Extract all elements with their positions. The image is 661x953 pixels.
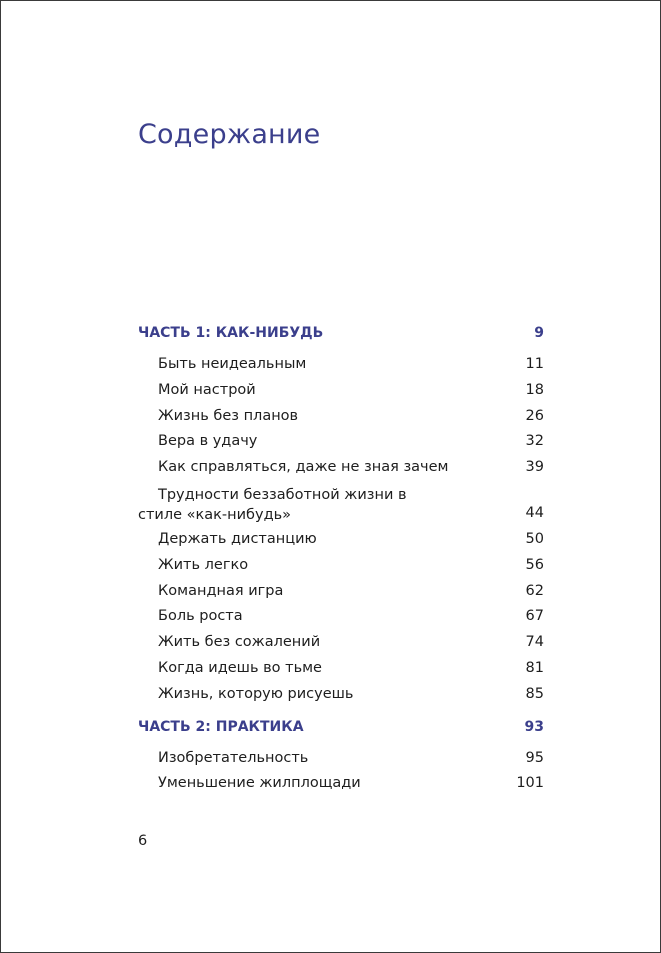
entry-page-number: 32 <box>525 433 544 450</box>
entry-page-number: 39 <box>525 459 544 476</box>
entry-title: Как справляться, даже не зная зачем <box>158 459 449 476</box>
entry-page-number: 67 <box>525 608 544 625</box>
part-title: ЧАСТЬ 1: КАК-НИБУДЬ <box>138 325 324 341</box>
entry-page-number: 85 <box>525 685 544 702</box>
page-number: 6 <box>138 833 148 849</box>
entry-page-number: 81 <box>525 659 544 676</box>
toc-entry <box>138 378 544 404</box>
entry-title: Уменьшение жилплощади <box>158 775 361 792</box>
toc-entry <box>138 404 544 430</box>
entry-page-number: 95 <box>525 749 544 766</box>
toc-entry <box>138 604 544 630</box>
toc-entry <box>138 527 544 553</box>
entry-title: Трудности беззаботной жизни в стиле «как-нибудь» <box>138 486 407 524</box>
part-2-heading <box>138 717 544 741</box>
entry-title: Боль роста <box>158 608 243 625</box>
toc-entry <box>138 352 544 378</box>
entry-page-number: 18 <box>525 381 544 398</box>
entry-title: Мой настрой <box>158 381 256 398</box>
part-1-entries <box>138 352 544 708</box>
part-page-number: 93 <box>524 718 544 735</box>
table-of-contents <box>138 323 544 797</box>
entry-page-number: 101 <box>516 775 544 792</box>
part-title: ЧАСТЬ 2: ПРАКТИКА <box>138 718 304 735</box>
entry-title: Когда идешь во тьме <box>158 659 322 676</box>
part-1-heading <box>138 323 544 347</box>
entry-title: Вера в удачу <box>158 433 258 450</box>
toc-entry <box>138 553 544 579</box>
toc-entry <box>138 746 544 772</box>
toc-entry <box>138 481 544 527</box>
entry-page-number: 62 <box>525 582 544 599</box>
entry-page-number: 50 <box>525 530 544 547</box>
toc-entry <box>138 771 544 797</box>
entry-title: Жизнь, которую рисуешь <box>158 685 354 702</box>
part-2-entries <box>138 746 544 798</box>
toc-entry <box>138 429 544 455</box>
toc-entry <box>138 579 544 605</box>
toc-entry <box>138 455 544 481</box>
toc-entry <box>138 630 544 656</box>
entry-title: Держать дистанцию <box>158 530 317 547</box>
entry-title: Изобретательность <box>158 749 309 766</box>
entry-title: Жизнь без планов <box>158 407 299 424</box>
entry-title: Командная игра <box>158 582 284 599</box>
entry-title: Жить легко <box>158 556 249 573</box>
entry-title: Жить без сожалений <box>158 634 321 651</box>
toc-entry <box>138 656 544 682</box>
entry-page-number: 56 <box>525 556 544 573</box>
toc-entry <box>138 682 544 708</box>
entry-page-number: 11 <box>525 356 544 372</box>
entry-page-number: 74 <box>525 634 544 651</box>
entry-page-number: 26 <box>525 407 544 424</box>
part-page-number: 9 <box>534 325 544 341</box>
page-title: Содержание <box>138 119 321 150</box>
entry-page-number: 44 <box>525 505 544 522</box>
entry-title: Быть неидеальным <box>158 356 307 372</box>
